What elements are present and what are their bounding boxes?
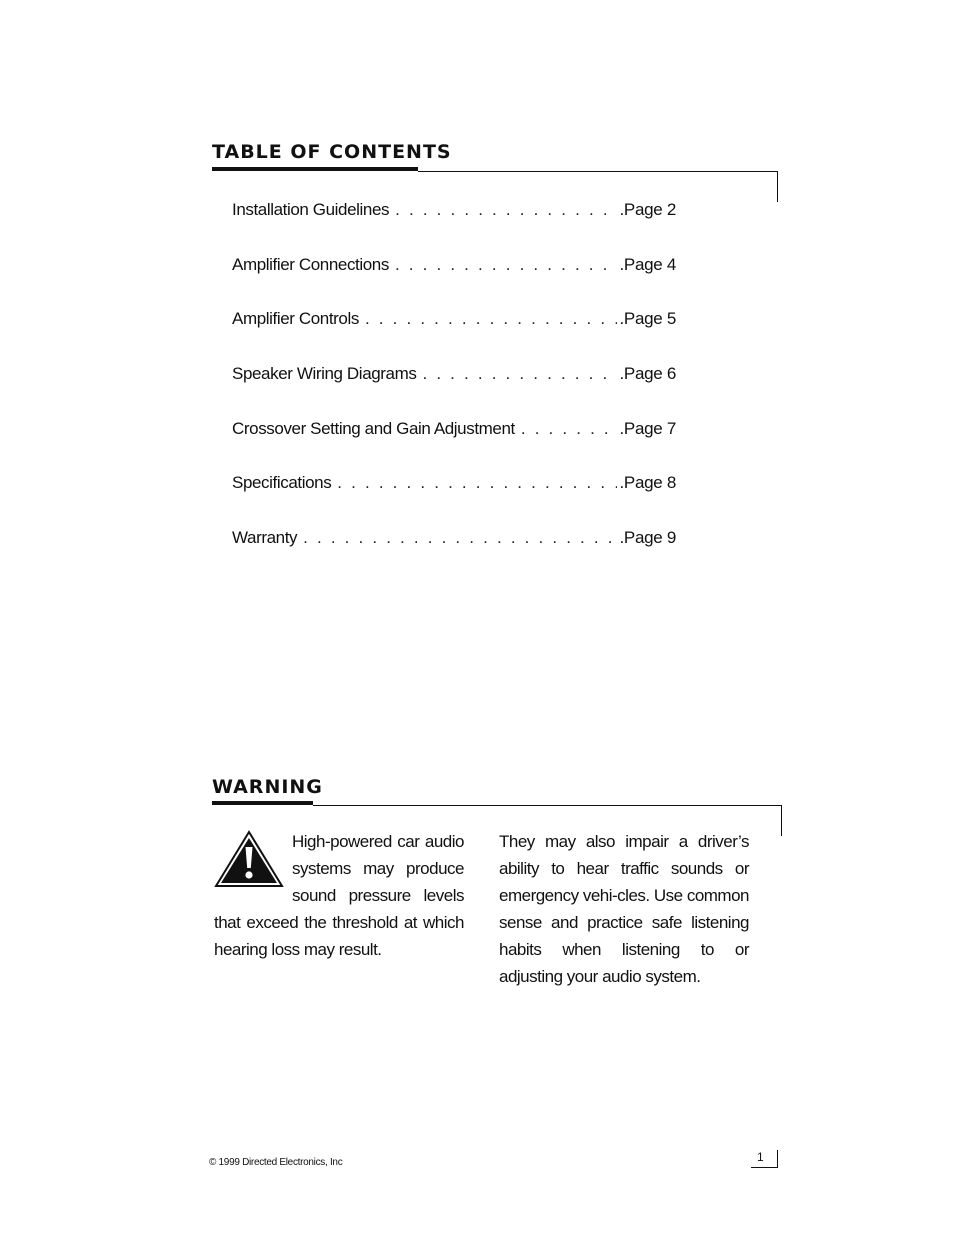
toc-entry-label: Installation Guidelines — [232, 200, 390, 219]
toc-entry-page: .Page 7 — [619, 418, 676, 438]
toc-entry-label: Crossover Setting and Gain Adjustment — [232, 418, 515, 438]
toc-entry-page: .Page 9 — [619, 528, 676, 548]
warning-title: WARNING — [212, 776, 323, 798]
warning-rule-corner — [781, 805, 782, 836]
toc-entry-amplifier-connections[interactable] — [232, 255, 676, 310]
warning-rule — [313, 805, 782, 806]
toc-entry-speaker-wiring-diagrams[interactable] — [232, 364, 676, 419]
page-number-rule-corner — [777, 1150, 778, 1168]
warning-left-text: High-powered car audio systems may produce sound pressure levels that exceed the threshold at which hearing loss may result. — [214, 832, 464, 959]
toc-leader-dots — [337, 473, 617, 493]
warning-left-column — [214, 828, 464, 963]
toc-entry-installation-guidelines[interactable] — [232, 200, 676, 255]
toc-entry-amplifier-controls[interactable] — [232, 309, 676, 364]
warning-right-column — [499, 828, 749, 990]
warning-triangle-icon — [214, 830, 284, 888]
toc-entry-page: .Page 2 — [619, 200, 676, 219]
toc-leader-dots — [395, 255, 618, 275]
toc-leader-dots — [365, 309, 618, 329]
toc-entry-page: .Page 6 — [619, 364, 676, 384]
warning-right-text: They may also impair a driver’s ability to hear traffic sounds or emergency vehi-cles. Use common sense and practice safe listening habits when listening to or adjusting your audio system. — [499, 832, 749, 986]
toc-rule-corner — [777, 171, 778, 202]
toc-entry-label: Speaker Wiring Diagrams — [232, 364, 417, 384]
toc-entry-label: Warranty — [232, 528, 298, 548]
toc-entry-page: .Page 5 — [619, 309, 676, 329]
copyright-text: © 1999 Directed Electronics, Inc — [209, 1157, 343, 1168]
toc-rule — [418, 171, 778, 172]
toc-leader-dots — [395, 200, 617, 220]
toc-leader-dots — [422, 364, 617, 384]
toc-entry-warranty[interactable] — [232, 528, 676, 583]
toc-title: TABLE OF CONTENTS — [212, 141, 452, 163]
page-number: 1 — [757, 1150, 764, 1164]
toc-entry-specifications[interactable] — [232, 473, 676, 528]
toc-entry-label: Amplifier Controls — [232, 309, 359, 329]
toc-list — [232, 200, 676, 583]
toc-entry-label: Amplifier Connections — [232, 254, 389, 274]
warning-title-underline — [212, 801, 313, 805]
toc-entry-page: .Page 8 — [619, 473, 676, 493]
toc-entry-page: .Page 4 — [619, 254, 676, 274]
toc-entry-crossover-setting[interactable] — [232, 419, 676, 474]
toc-entry-label: Specifications — [232, 473, 332, 493]
toc-leader-dots — [521, 419, 618, 439]
page-number-rule — [751, 1167, 778, 1168]
toc-leader-dots — [303, 528, 617, 548]
toc-title-underline — [212, 167, 418, 171]
